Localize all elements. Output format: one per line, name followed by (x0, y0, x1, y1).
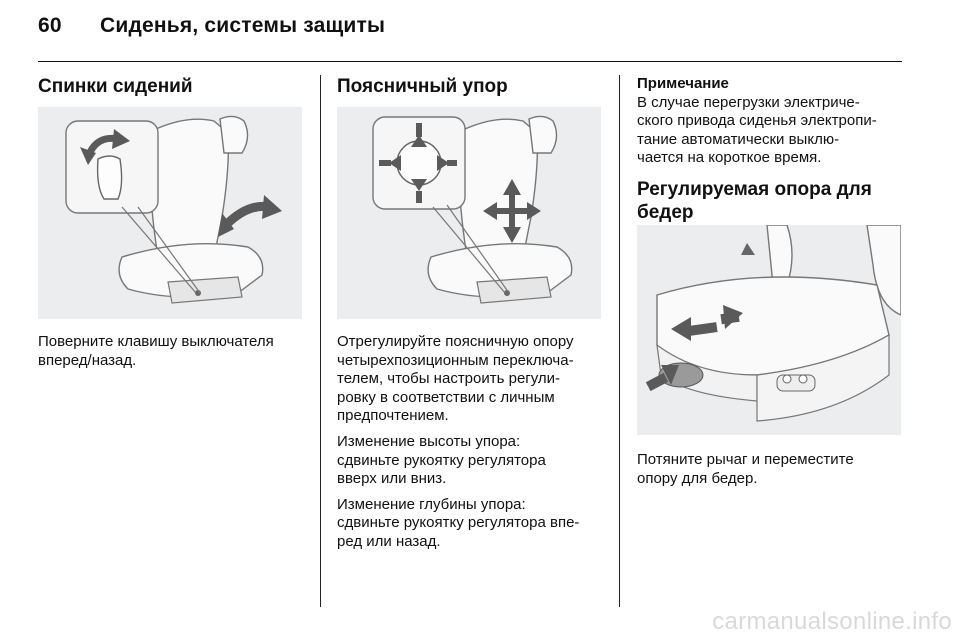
note-title: Примечание (637, 75, 729, 92)
line: тание автоматически выклю- (637, 130, 840, 148)
header-rule (38, 61, 902, 62)
page-title: Сиденья, системы защиты (100, 14, 386, 37)
section-heading-thigh (637, 178, 907, 224)
lumbar-text (337, 333, 612, 559)
column-divider-1 (320, 75, 321, 607)
section-heading-backrest: Спинки сидений (38, 76, 193, 97)
line: чается на короткое время. (637, 149, 822, 167)
line: четырехпозиционным переключа- (337, 351, 574, 369)
line: бедер (637, 201, 694, 223)
figure-lumbar (337, 107, 601, 319)
figure-thigh-support (637, 225, 901, 435)
note-block (637, 75, 907, 168)
page-header (38, 14, 385, 38)
column-thigh (637, 75, 907, 224)
lumbar-height-text (337, 433, 612, 489)
line: Поверните клавишу выключателя (38, 333, 274, 350)
line: сдвиньте рукоятку регулятора (337, 451, 546, 469)
thigh-text (637, 451, 912, 495)
note-text (637, 94, 907, 168)
line: предпочтением. (337, 407, 449, 425)
column-lumbar (337, 75, 607, 98)
section-heading-lumbar: Поясничный упор (337, 76, 508, 97)
line: Отрегулируйте поясничную опору (337, 333, 574, 350)
line: телем, чтобы настроить регули- (337, 370, 561, 388)
watermark: carmanualsonline.info (712, 608, 952, 635)
line: вверх или вниз. (337, 470, 447, 488)
backrest-text (38, 333, 313, 377)
column-divider-2 (619, 75, 620, 607)
line: вперед/назад. (38, 351, 137, 369)
thigh-instruction (637, 451, 912, 488)
line: ского привода сиденья электропи- (637, 112, 877, 130)
line: Изменение глубины упора: (337, 495, 526, 513)
line: Потяните рычаг и переместите (637, 451, 854, 468)
page-number: 60 (38, 14, 62, 37)
line: опору для бедер. (637, 469, 758, 487)
lumbar-instruction (337, 333, 612, 426)
backrest-instruction (38, 333, 313, 370)
column-backrest (38, 75, 308, 98)
line: сдвиньте рукоятку регулятора впе- (337, 514, 580, 532)
line: ровку в соответствии с личным (337, 388, 555, 406)
line: Регулируемая опора для (637, 178, 872, 200)
line: В случае перегрузки электриче- (637, 93, 860, 111)
figure-backrest (38, 107, 302, 319)
line: Изменение высоты упора: (337, 432, 521, 450)
lumbar-depth-text (337, 496, 612, 552)
line: ред или назад. (337, 532, 441, 550)
